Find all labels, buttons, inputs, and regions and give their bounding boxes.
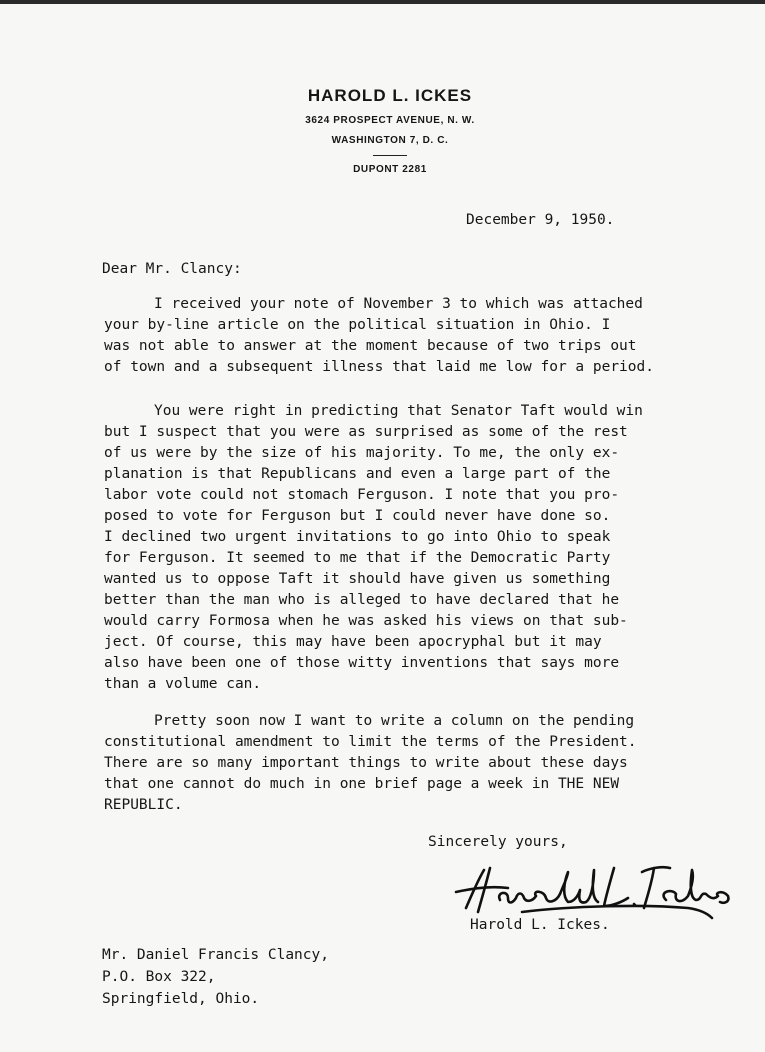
paragraph-line: also have been one of those witty inventions that says more bbox=[104, 655, 620, 671]
paragraph-line: You were right in predicting that Senator Taft would win bbox=[154, 403, 643, 419]
recipient-address bbox=[102, 944, 329, 1010]
paragraph-1 bbox=[104, 294, 754, 378]
letterhead-divider bbox=[373, 155, 407, 156]
paragraph-line: your by-line article on the political situation in Ohio. I bbox=[104, 317, 611, 333]
paragraph-line: that one cannot do much in one brief page a week in THE NEW bbox=[104, 776, 620, 792]
paragraph-line: constitutional amendment to limit the terms of the President. bbox=[104, 734, 637, 750]
paragraph-line: than a volume can. bbox=[104, 676, 262, 692]
letterhead-city: WASHINGTON 7, D. C. bbox=[331, 135, 449, 146]
letterhead-name: HAROLD L. ICKES bbox=[307, 86, 473, 105]
letterhead bbox=[230, 86, 550, 184]
paragraph-line: for Ferguson. It seemed to me that if the Democratic Party bbox=[104, 550, 611, 566]
paragraph-line: was not able to answer at the moment because of two trips out bbox=[104, 338, 637, 354]
paragraph-line: I declined two urgent invitations to go into Ohio to speak bbox=[104, 529, 611, 545]
paragraph-line: planation is that Republicans and even a large part of the bbox=[104, 466, 611, 482]
paragraph-line: of us were by the size of his majority. To me, the only ex- bbox=[104, 445, 620, 461]
closing: Sincerely yours, bbox=[428, 834, 568, 850]
paragraph-line: posed to vote for Ferguson but I could never have done so. bbox=[104, 508, 611, 524]
paragraph-line: REPUBLIC. bbox=[104, 797, 183, 813]
typed-signer-name: Harold L. Ickes. bbox=[470, 917, 610, 933]
address-line: Springfield, Ohio. bbox=[102, 991, 260, 1007]
paragraph-line: ject. Of course, this may have been apocryphal but it may bbox=[104, 634, 602, 650]
page-top-edge bbox=[0, 0, 765, 4]
address-line: Mr. Daniel Francis Clancy, bbox=[102, 947, 329, 963]
paragraph-line: but I suspect that you were as surprised as some of the rest bbox=[104, 424, 628, 440]
address-line: P.O. Box 322, bbox=[102, 969, 216, 985]
paragraph-line: of town and a subsequent illness that laid me low for a period. bbox=[104, 359, 654, 375]
paragraph-3 bbox=[104, 711, 754, 816]
paragraph-2 bbox=[104, 401, 754, 695]
salutation: Dear Mr. Clancy: bbox=[102, 261, 242, 277]
letterhead-phone: DUPONT 2281 bbox=[353, 164, 427, 175]
paragraph-line: There are so many important things to write about these days bbox=[104, 755, 628, 771]
letter-date: December 9, 1950. bbox=[466, 212, 615, 228]
paragraph-line: would carry Formosa when he was asked his views on that sub- bbox=[104, 613, 628, 629]
paragraph-line: Pretty soon now I want to write a column on the pending bbox=[154, 713, 635, 729]
paragraph-line: labor vote could not stomach Ferguson. I note that you pro- bbox=[104, 487, 620, 503]
letterhead-street: 3624 PROSPECT AVENUE, N. W. bbox=[305, 115, 475, 126]
paragraph-line: wanted us to oppose Taft it should have given us something bbox=[104, 571, 611, 587]
paragraph-line: better than the man who is alleged to have declared that he bbox=[104, 592, 620, 608]
paragraph-line: I received your note of November 3 to which was attached bbox=[154, 296, 643, 312]
